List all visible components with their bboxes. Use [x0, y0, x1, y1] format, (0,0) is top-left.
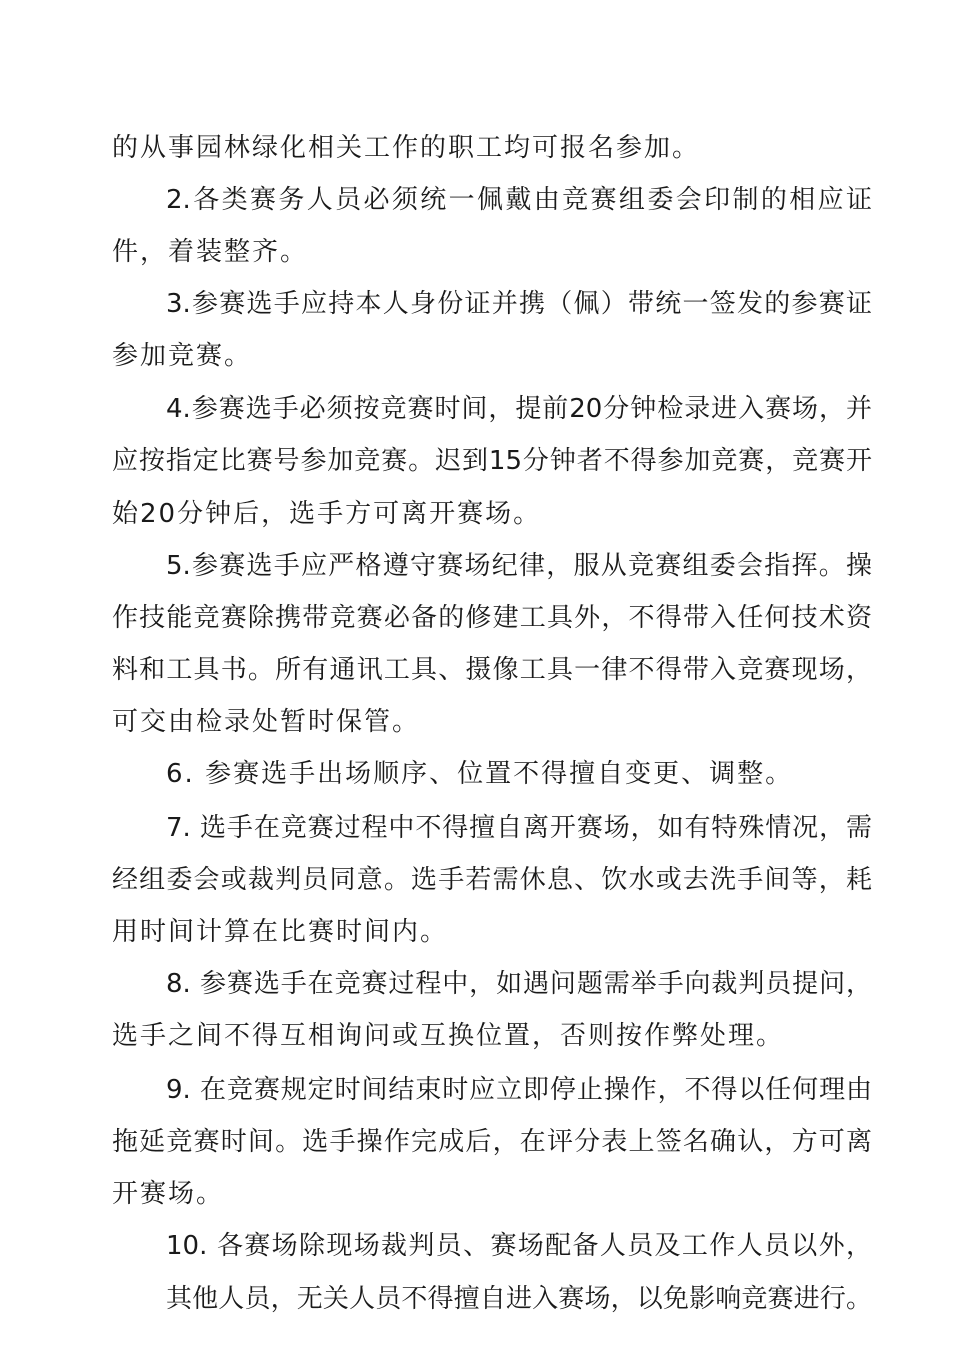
text-line: 经组委会或裁判员同意。选手若需休息、饮水或去洗手间等，耗 [112, 865, 872, 895]
text-line: 作技能竞赛除携带竞赛必备的修建工具外，不得带入任何技术资 [112, 603, 872, 633]
text-line: 的从事园林绿化相关工作的职工均可报名参加。 [112, 133, 701, 163]
text-line: 10. 各赛场除现场裁判员、赛场配备人员及工作人员以外， [166, 1231, 872, 1261]
text-line: 其他人员，无关人员不得擅自进入赛场，以免影响竞赛进行。 [166, 1284, 872, 1314]
text-line: 始20分钟后，选手方可离开赛场。 [112, 499, 542, 529]
text-line: 料和工具书。所有通讯工具、摄像工具一律不得带入竞赛现场， [112, 655, 872, 685]
text-line: 7. 选手在竞赛过程中不得擅自离开赛场，如有特殊情况，需 [166, 813, 872, 843]
text-line: 4.参赛选手必须按竞赛时间，提前20分钟检录进入赛场，并 [166, 394, 872, 424]
text-line: 应按指定比赛号参加竞赛。迟到15分钟者不得参加竞赛，竞赛开 [112, 446, 872, 476]
text-line: 3.参赛选手应持本人身份证并携（佩）带统一签发的参赛证 [166, 289, 872, 319]
text-line: 5.参赛选手应严格遵守赛场纪律，服从竞赛组委会指挥。操 [166, 551, 872, 581]
text-line: 8. 参赛选手在竞赛过程中，如遇问题需举手向裁判员提问， [166, 969, 872, 999]
text-line: 拖延竞赛时间。选手操作完成后，在评分表上签名确认，方可离 [112, 1127, 872, 1157]
text-line: 选手之间不得互相询问或互换位置，否则按作弊处理。 [112, 1021, 785, 1051]
text-line: 参加竞赛。 [112, 341, 253, 371]
text-line: 件，着装整齐。 [112, 237, 309, 267]
text-line: 开赛场。 [112, 1179, 225, 1209]
text-line: 可交由检录处暂时保管。 [112, 707, 421, 737]
text-line: 2.各类赛务人员必须统一佩戴由竞赛组委会印制的相应证 [166, 185, 872, 215]
text-line: 6. 参赛选手出场顺序、位置不得擅自变更、调整。 [166, 759, 794, 789]
text-line: 用时间计算在比赛时间内。 [112, 917, 449, 947]
text-line: 9. 在竞赛规定时间结束时应立即停止操作，不得以任何理由 [166, 1075, 872, 1105]
